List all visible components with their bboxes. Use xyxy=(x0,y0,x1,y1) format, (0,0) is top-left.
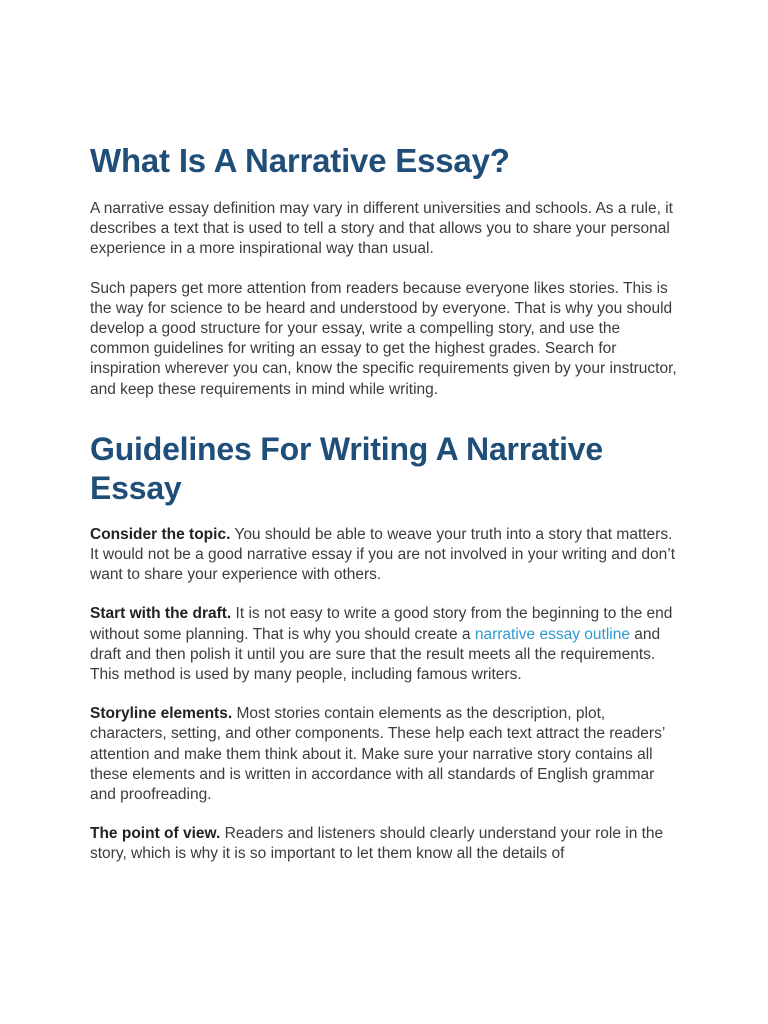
guideline-text: Most stories contain elements as the description, plot, characters, setting, and other components. These help each text attract the readers’ attention and make them think about it. Make sure your narrative story contains all these elements and is written in accordance with all standards of English grammar and proofreading. xyxy=(90,705,665,804)
guideline-storyline-elements xyxy=(90,704,680,805)
guideline-text: You should be able to weave your truth into a story that matters. It would not be a good narrative essay if you are not involved in your writing and don’t want to share your experience with others. xyxy=(90,525,676,584)
document-page xyxy=(90,140,680,884)
guideline-heading: Start with the draft. xyxy=(90,605,232,623)
guideline-heading: The point of view. xyxy=(90,825,221,843)
guideline-text: It is not easy to write a good story from the beginning to the end without some planning. That is why you should create a xyxy=(90,605,673,643)
section-title-what-is: What Is A Narrative Essay? xyxy=(90,142,510,179)
guideline-consider-topic xyxy=(90,525,680,586)
guideline-heading: Consider the topic. xyxy=(90,525,231,543)
narrative-essay-outline-link[interactable]: narrative essay outline xyxy=(474,625,630,643)
paragraph-attention: Such papers get more attention from readers because everyone likes stories. This is the way for science to be heard and understood by everyone. That is why you should develop a good structure for your essay, write a compelling story, and use the common guidelines for writing an essay to get the highest grades. Search for inspiration wherever you can, know the specific requirements given by your instructor, and keep these requirements in mind while writing. xyxy=(90,279,677,398)
guideline-heading: Storyline elements. xyxy=(90,705,233,723)
paragraph-definition: A narrative essay definition may vary in different universities and schools. As a rule, it describes a text that is used to tell a story and that allows you to share your personal experience in a more inspirational way than usual. xyxy=(90,200,673,258)
guideline-point-of-view xyxy=(90,824,680,864)
section-title-guidelines: Guidelines For Writing A Narrative Essay xyxy=(90,430,603,506)
guideline-text: and draft and then polish it until you are sure that the result meets all the requirements. This method is used by many people, including famous writers. xyxy=(90,625,661,684)
guideline-text: Readers and listeners should clearly understand your role in the story, which is why it is so important to let them know all the details of xyxy=(90,825,664,863)
guideline-start-draft xyxy=(90,604,680,685)
